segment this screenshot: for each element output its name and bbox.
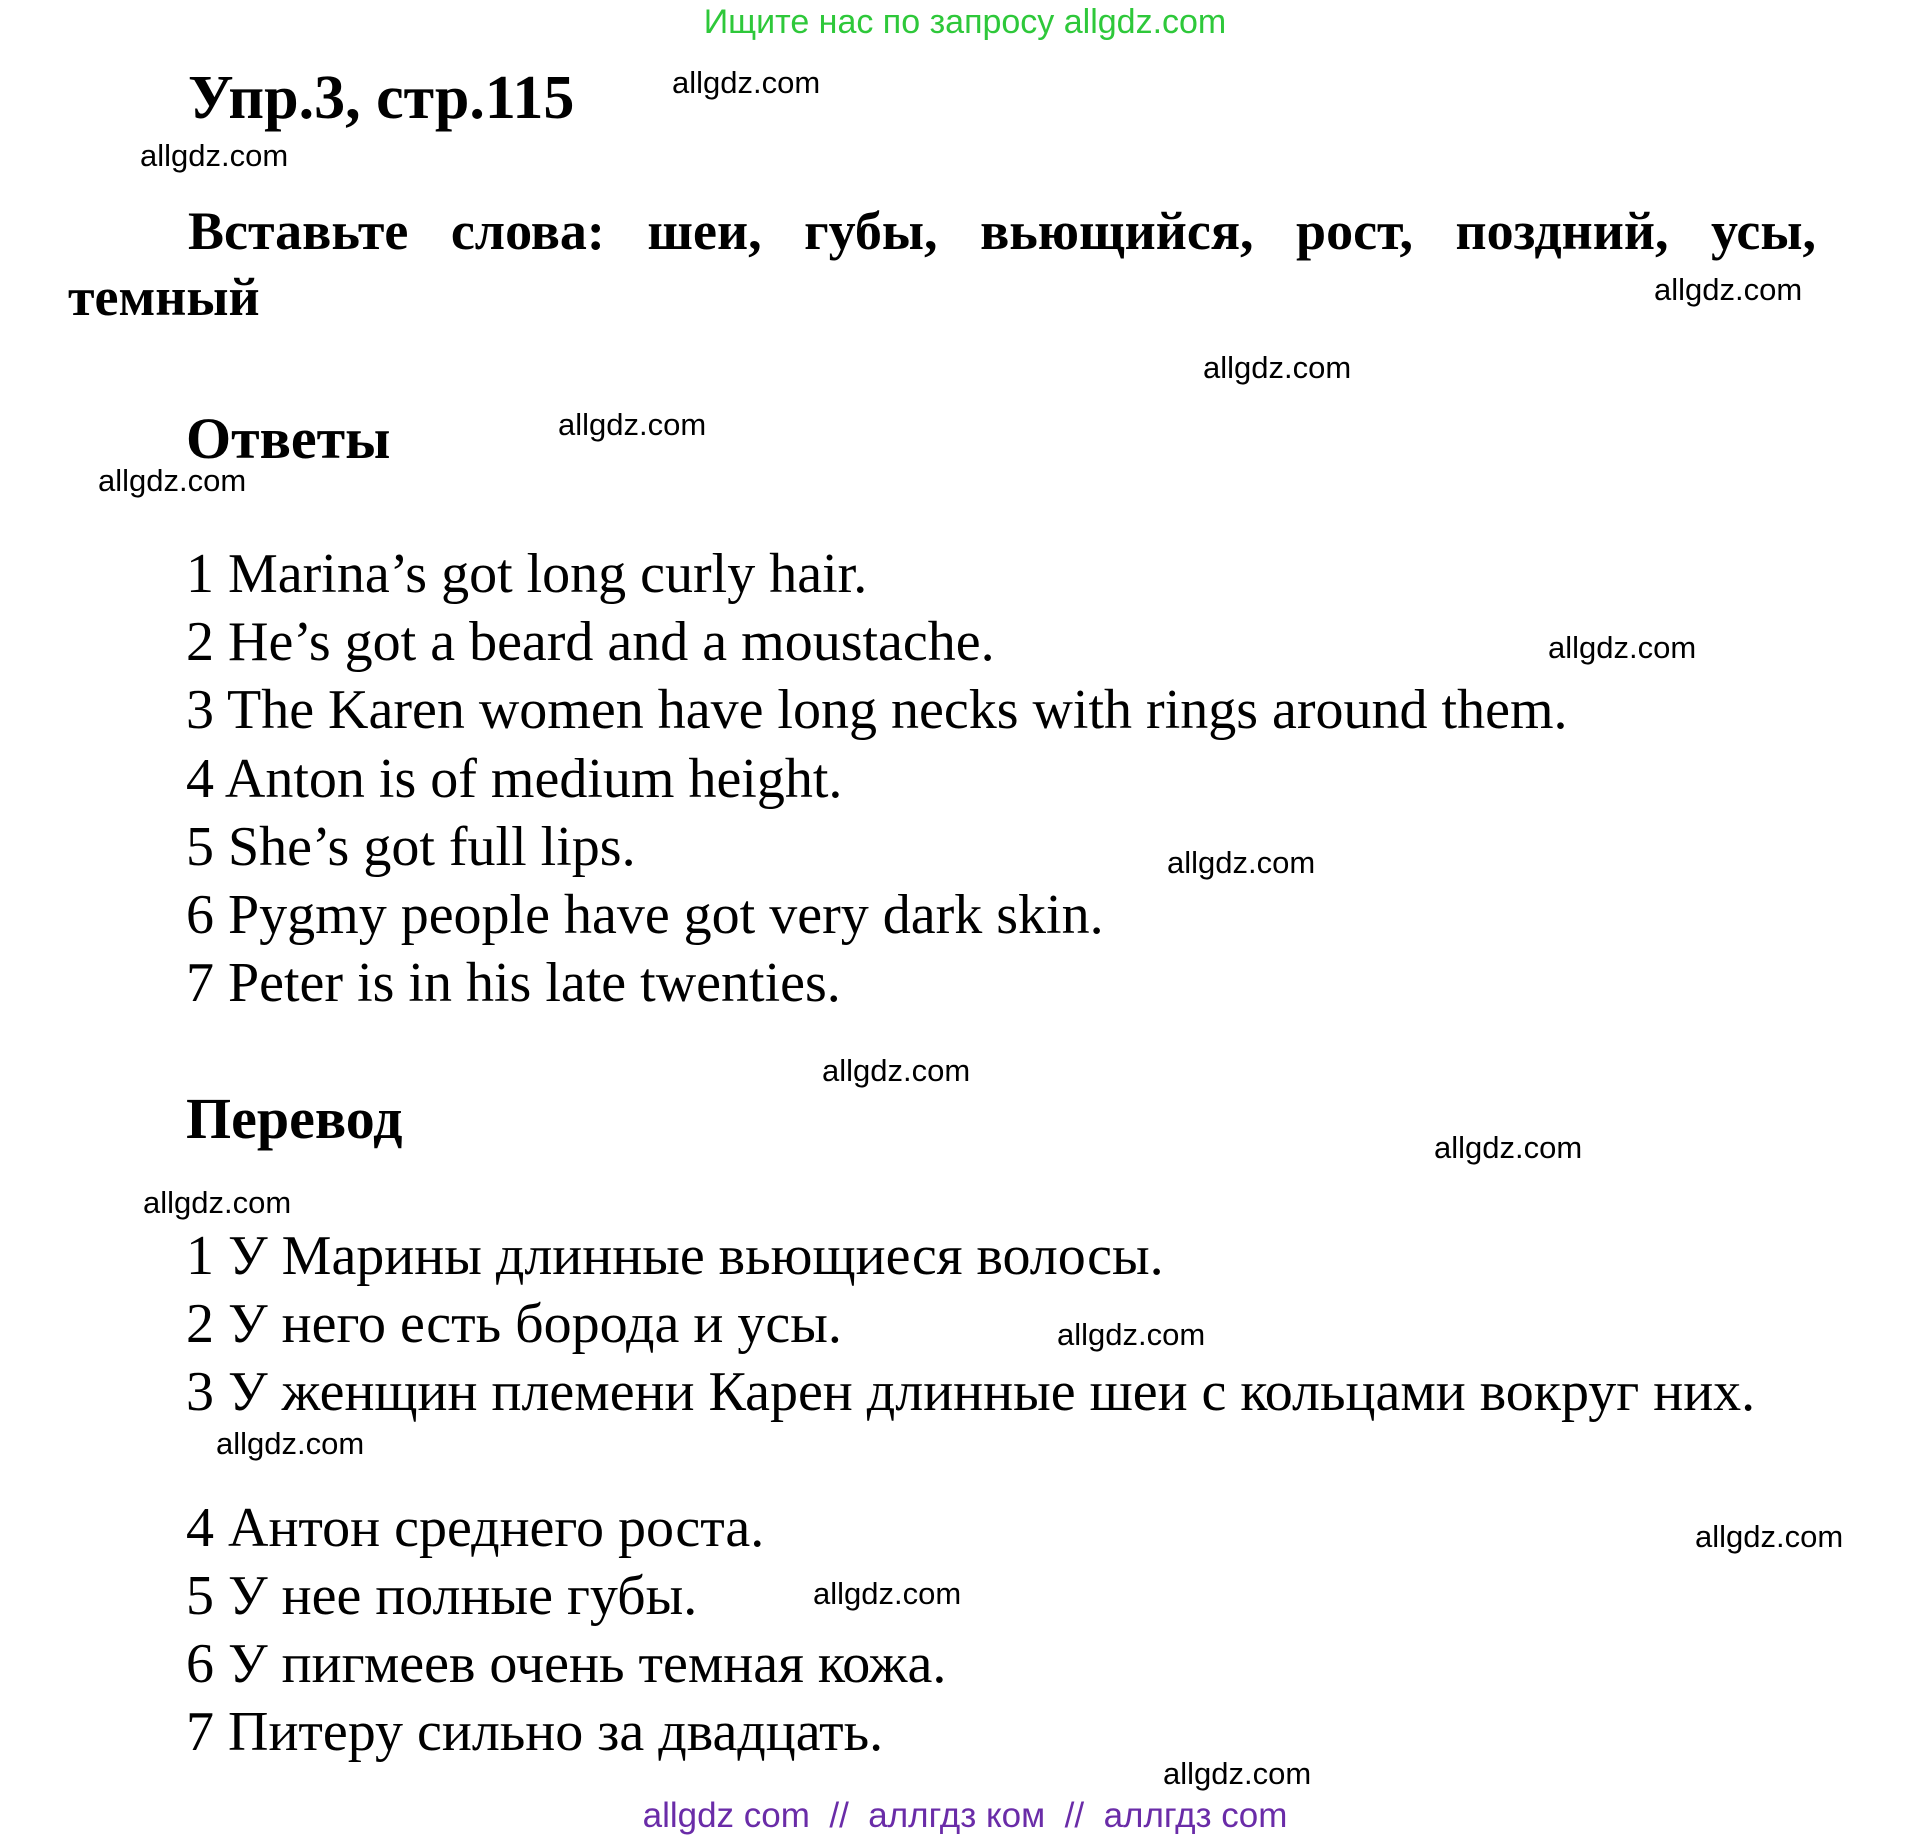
footer-separator: // xyxy=(809,1796,869,1835)
exercise-title: Упр.3, стр.115 xyxy=(188,64,575,132)
footer-link-allgdz[interactable]: allgdz com xyxy=(642,1796,810,1835)
search-banner: Ищите нас по запросу allgdz.com xyxy=(703,3,1227,41)
answer-item: 6 Pygmy people have got very dark skin. xyxy=(186,884,1104,946)
watermark: allgdz.com xyxy=(140,138,289,173)
answer-item: 1 Marina’s got long curly hair. xyxy=(186,543,868,605)
watermark: allgdz.com xyxy=(558,407,707,442)
translation-item: 1 У Марины длинные вьющиеся волосы. xyxy=(186,1225,1164,1287)
answer-item: 5 She’s got full lips. xyxy=(186,816,636,878)
translation-item: 6 У пигмеев очень темная кожа. xyxy=(186,1633,947,1695)
watermark: allgdz.com xyxy=(1167,845,1316,880)
translation-heading: Перевод xyxy=(186,1086,403,1151)
watermark: allgdz.com xyxy=(822,1053,971,1088)
watermark: allgdz.com xyxy=(1434,1130,1583,1165)
task-instruction: Вставьте слова: шеи, губы, вьющийся, рост, поздний, усы, темный xyxy=(68,201,1816,327)
answers-heading: Ответы xyxy=(186,406,391,471)
answer-item: 7 Peter is in his late twenties. xyxy=(186,952,841,1014)
watermark: allgdz.com xyxy=(98,463,247,498)
answer-item: 4 Anton is of medium height. xyxy=(186,748,843,810)
footer-link-allgdz-mixed[interactable]: аллгдз com xyxy=(1103,1796,1288,1835)
translation-item: 4 Антон среднего роста. xyxy=(186,1497,765,1559)
watermark: allgdz.com xyxy=(813,1576,962,1611)
footer-separator: // xyxy=(1045,1796,1104,1835)
watermark: allgdz.com xyxy=(143,1185,292,1220)
translation-item: 5 У нее полные губы. xyxy=(186,1565,698,1627)
watermark: allgdz.com xyxy=(1654,272,1803,307)
watermark: allgdz.com xyxy=(1695,1519,1844,1554)
footer-links xyxy=(0,1796,1930,1836)
watermark: allgdz.com xyxy=(1163,1756,1312,1791)
translation-item: 3 У женщин племени Карен длинные шеи с кольцами вокруг них. xyxy=(186,1361,1756,1423)
watermark: allgdz.com xyxy=(1548,630,1697,665)
watermark: allgdz.com xyxy=(1203,350,1352,385)
watermark: allgdz.com xyxy=(672,65,821,100)
watermark: allgdz.com xyxy=(1057,1317,1206,1352)
footer-link-allgdz-cyrillic[interactable]: аллгдз ком xyxy=(868,1796,1046,1835)
answer-item: 2 He’s got a beard and a moustache. xyxy=(186,611,995,673)
translation-item: 2 У него есть борода и усы. xyxy=(186,1293,842,1355)
answer-item: 3 The Karen women have long necks with rings around them. xyxy=(186,679,1568,741)
watermark: allgdz.com xyxy=(216,1426,365,1461)
translation-item: 7 Питеру сильно за двадцать. xyxy=(186,1701,884,1763)
